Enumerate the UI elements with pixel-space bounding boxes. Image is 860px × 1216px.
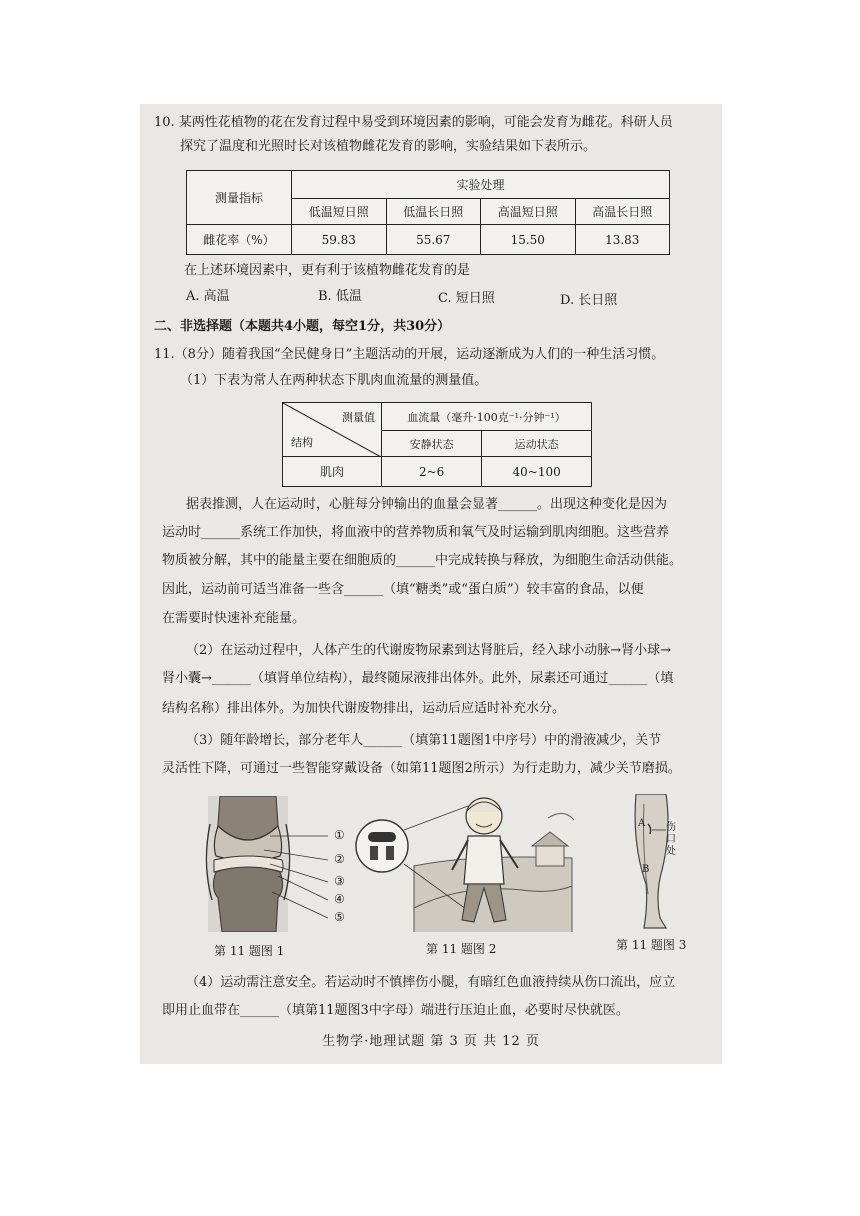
q11-p1-line: 据表推测，人在运动时，心脏每分钟输出的血量会显著______。出现这种变化是因为 [186, 497, 668, 512]
q11-p2-line: （2）在运动过程中，人体产生的代谢废物尿素到达肾脏后，经入球小动脉→肾小球→ [186, 643, 672, 658]
fig3-caption: 第 11 题图 3 [616, 938, 687, 952]
q11-table [282, 402, 592, 487]
section-title: 二、非选择题（本题共4小题，每空1分，共30分） [154, 319, 451, 334]
knee-joint-figure [200, 796, 350, 932]
q11-value: 2~6 [382, 457, 482, 487]
fig1-label: ⑤ [334, 910, 345, 924]
q10-table [186, 170, 670, 255]
q10-question: 在上述环境因素中，更有利于该植物雌花发育的是 [184, 263, 471, 278]
exam-page [140, 104, 722, 1064]
q10-option-b: B. 低温 [318, 289, 362, 304]
q11-state: 安静状态 [382, 431, 482, 457]
fig2-caption: 第 11 题图 2 [426, 942, 497, 956]
q11-p1-line: 物质被分解，其中的能量主要在细胞质的______中完成转换与释放，为细胞生命活动供能。 [162, 553, 683, 568]
q11-diagonal-header [283, 403, 382, 457]
q10-treatment: 高温短日照 [481, 199, 576, 225]
q11-p1-line: 在需要时快速补充能量。 [162, 611, 306, 626]
q10-treatment: 高温长日照 [575, 199, 670, 225]
fig1-label: ② [334, 852, 345, 866]
q10-value: 55.67 [386, 225, 481, 255]
page-footer: 生物学·地理试题 第 3 页 共 12 页 [322, 1034, 540, 1049]
fig1-label: ① [334, 828, 345, 842]
fig3-wound-label: 伤口处 [666, 822, 676, 857]
q11-p1-line: 因此，运动前可适当准备一些含______（填“糖类”或“蛋白质”）较丰富的食品，以便 [162, 582, 644, 597]
q10-row-label: 雌花率（%） [187, 225, 292, 255]
q10-value: 13.83 [575, 225, 670, 255]
q11-part1-head: （1）下表为常人在两种状态下肌肉血流量的测量值。 [180, 373, 488, 388]
q11-state: 运动状态 [482, 431, 592, 457]
q10-value: 15.50 [481, 225, 576, 255]
q10-value: 59.83 [292, 225, 387, 255]
q11-p1-line: 运动时______系统工作加快，将血液中的营养物质和氧气及时运输到肌肉细胞。这些营养 [162, 525, 670, 540]
q10-option-c: C. 短日照 [438, 291, 495, 306]
fig1-label: ③ [334, 874, 345, 888]
q11-p4-line: 即用止血带在______（填第11题图3中字母）端进行压迫止血，必要时尽快就医。 [162, 1003, 629, 1018]
q11-value: 40~100 [482, 457, 592, 487]
q11-row-label: 肌肉 [283, 457, 382, 487]
q11-diag-top: 测量值 [342, 411, 375, 424]
q11-p3-line: （3）随年龄增长，部分老年人______（填第11题图1中序号）中的滑液减少，关节 [186, 733, 662, 748]
q10-option-a: A. 高温 [186, 289, 230, 304]
fig1-caption: 第 11 题图 1 [214, 944, 285, 958]
q11-diag-bottom: 结构 [291, 436, 313, 449]
q11-p2-line: 肾小囊→______（填肾单位结构），最终随尿液排出体外。此外，尿素还可通过______（填 [162, 671, 674, 686]
q10-line1: 10. 某两性花植物的花在发育过程中易受到环境因素的影响，可能会发育为雌花。科研人员 [154, 115, 673, 130]
q11-p3-line: 灵活性下降，可通过一些智能穿戴设备（如第11题图2所示）为行走助力，减少关节磨损。 [162, 761, 681, 776]
q11-group-header: 血流量（毫升·100克⁻¹·分钟⁻¹） [382, 403, 592, 431]
wearable-device-figure [352, 788, 574, 932]
q10-option-d: D. 长日照 [560, 293, 618, 308]
q10-line2: 探究了温度和光照时长对该植物雌花发育的影响，实验结果如下表所示。 [180, 139, 597, 154]
q11-intro: 11.（8分）随着我国“全民健身日”主题活动的开展，运动逐渐成为人们的一种生活习惯。 [154, 347, 665, 362]
fig1-label: ④ [334, 892, 345, 906]
q10-header-index: 测量指标 [187, 171, 292, 225]
fig3-label-b: B [642, 864, 650, 875]
q11-p4-line: （4）运动需注意安全。若运动时不慎摔伤小腿，有暗红色血液持续从伤口流出，应立 [186, 975, 676, 990]
q10-header-group: 实验处理 [292, 171, 670, 199]
fig3-label-a: A [638, 818, 646, 829]
q10-treatment: 低温短日照 [292, 199, 387, 225]
q11-p2-line: 结构名称）排出体外。为加快代谢废物排出，运动后应适时补充水分。 [162, 701, 566, 716]
q10-treatment: 低温长日照 [386, 199, 481, 225]
lower-leg-figure [626, 794, 678, 930]
